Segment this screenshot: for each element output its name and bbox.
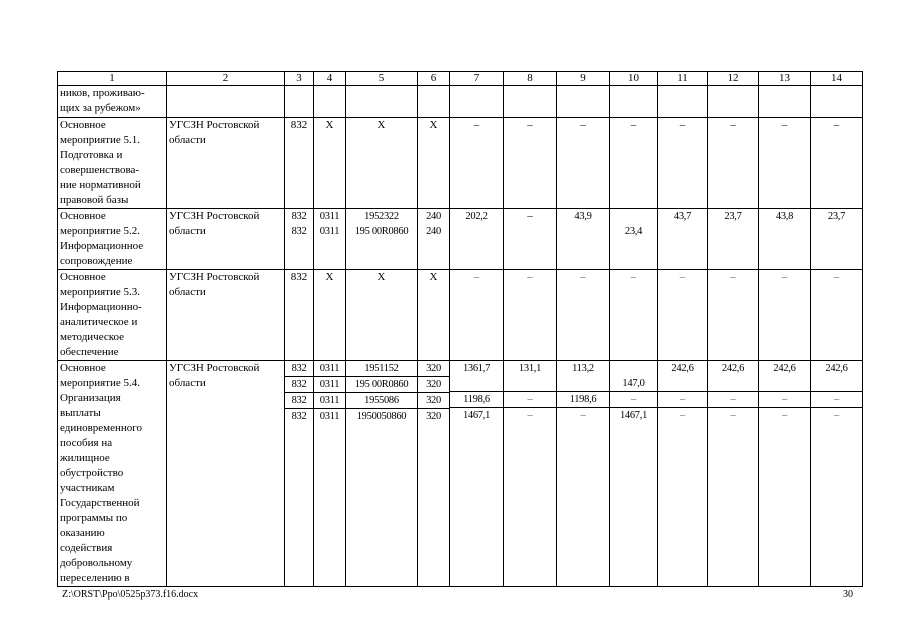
value-cell: – [557, 407, 609, 423]
csr-cell: 1952322 [364, 211, 399, 222]
value-cell: – [610, 391, 657, 407]
value-cell: – [504, 118, 557, 209]
table-row [58, 86, 863, 118]
value-cell: – [708, 118, 759, 209]
value-cell: 242,6 [671, 363, 694, 374]
csr-cell: 1955086 [346, 392, 417, 408]
value-cell: – [658, 270, 708, 361]
value-cell: – [504, 209, 557, 270]
value-cell: 1198,6 [557, 391, 609, 407]
grbs-cell: 832 [285, 392, 313, 408]
value-cell: 43,8 [759, 209, 811, 270]
col-num-1: 1 [58, 72, 167, 86]
vr-cell: 240 [426, 211, 441, 222]
col-num-2: 2 [167, 72, 285, 86]
grbs-cell: 832 [285, 118, 314, 209]
value-cell: 202,2 [450, 209, 504, 270]
col-num-6: 6 [418, 72, 450, 86]
table-row [58, 270, 863, 361]
value-cell: – [610, 270, 658, 361]
value-cell: 43,9 [557, 209, 610, 270]
measure-name: Основное мероприятие 5.2. Информационное сопровождение [58, 209, 167, 270]
measure-name: ников, проживаю- щих за рубежом» [58, 86, 167, 118]
csr-cell: 195 00R0860 [354, 226, 409, 237]
col-num-4: 4 [314, 72, 346, 86]
vr-cell: 320 [418, 392, 449, 408]
value-cell: – [658, 118, 708, 209]
grbs-cell: 832 [291, 226, 307, 237]
rzpr-cell: Х [314, 118, 346, 209]
value-cell: 113,2 [572, 363, 594, 374]
value-cell: 242,6 [721, 363, 745, 374]
value-cell: 23,7 [708, 209, 759, 270]
col-num-10: 10 [610, 72, 658, 86]
executor: УГСЗН Ростовской области [167, 270, 285, 361]
value-cell: – [811, 270, 863, 361]
col-num-14: 14 [811, 72, 863, 86]
col-num-5: 5 [346, 72, 418, 86]
rzpr-cell: 0311 [314, 408, 345, 424]
csr-cell: 195 00R0860 [346, 376, 417, 392]
grbs-cell: 832 [291, 363, 307, 374]
value-cell: – [557, 118, 610, 209]
value-cell: 242,6 [773, 363, 796, 374]
rzpr-cell: 0311 [319, 226, 340, 237]
col-num-8: 8 [504, 72, 557, 86]
executor: УГСЗН Ростовской области [167, 361, 285, 587]
page-number: 30 [843, 589, 853, 600]
value-cell: – [658, 407, 707, 423]
budget-table [57, 71, 863, 587]
value-cell: – [708, 391, 758, 407]
vr-cell: 240 [426, 226, 441, 237]
value-cell: – [708, 407, 758, 423]
csr-cell: Х [346, 270, 418, 361]
executor: УГСЗН Ростовской области [167, 118, 285, 209]
value-cell: – [504, 270, 557, 361]
col-num-13: 13 [759, 72, 811, 86]
measure-name: Основное мероприятие 5.1. Подготовка и совершенствова- ние нормативной правовой базы [58, 118, 167, 209]
value-cell: 23,7 [811, 209, 863, 270]
grbs-cell: 832 [285, 376, 313, 392]
vr-cell: 320 [418, 408, 449, 424]
value-cell: 131,1 [518, 363, 542, 374]
value-cell: – [610, 118, 658, 209]
csr-cell: 1950050860 [346, 408, 417, 424]
value-cell: 1467,1 [450, 407, 503, 423]
grbs-cell: 832 [285, 270, 314, 361]
value-cell: 1198,6 [450, 391, 503, 407]
value-cell: – [811, 391, 862, 407]
vr-cell: Х [418, 118, 450, 209]
table-row [58, 209, 863, 270]
value-cell: – [811, 118, 863, 209]
csr-cell: Х [346, 118, 418, 209]
vr-cell: 320 [418, 376, 449, 392]
col-num-11: 11 [658, 72, 708, 86]
vr-cell: 320 [426, 363, 441, 374]
col-num-7: 7 [450, 72, 504, 86]
value-cell: – [759, 118, 811, 209]
csr-cell: 1951152 [364, 363, 399, 374]
measure-name: Основное мероприятие 5.4. Организация выплаты единовременного пособия на жилищное обустройство участникам Государственной программы по оказанию содействия добровольному переселению в [58, 361, 167, 587]
rzpr-cell: 0311 [319, 211, 340, 222]
value-cell: 23,4 [624, 226, 643, 237]
executor: УГСЗН Ростовской области [167, 209, 285, 270]
value-cell: – [759, 391, 810, 407]
value-cell: 242,6 [825, 363, 848, 374]
rzpr-cell: 0311 [319, 363, 340, 374]
table-row [58, 361, 863, 587]
value-cell: 43,7 [658, 209, 708, 270]
grbs-cell: 832 [285, 408, 313, 424]
value-cell: – [504, 407, 556, 423]
grbs-cell: 832 [291, 211, 307, 222]
col-num-9: 9 [557, 72, 610, 86]
rzpr-cell: Х [314, 270, 346, 361]
value-cell: – [450, 118, 504, 209]
value-cell: – [759, 407, 810, 423]
column-number-row [58, 72, 863, 86]
value-cell: 147,0 [622, 378, 645, 389]
vr-cell: Х [418, 270, 450, 361]
value-cell: 1467,1 [610, 407, 657, 423]
value-cell: – [450, 270, 504, 361]
value-cell: – [811, 407, 862, 423]
table-row [58, 118, 863, 209]
document-page [57, 71, 862, 587]
col-num-3: 3 [285, 72, 314, 86]
rzpr-cell: 0311 [314, 392, 345, 408]
value-cell: – [759, 270, 811, 361]
value-cell: – [504, 391, 556, 407]
file-path-footer: Z:\ORST\Ppo\0525p373.f16.docx [62, 589, 199, 600]
value-cell: – [708, 270, 759, 361]
value-cell: 1361,7 [462, 363, 491, 374]
measure-name: Основное мероприятие 5.3. Информационно- аналитическое и методическое обеспечение [58, 270, 167, 361]
value-cell: – [557, 270, 610, 361]
col-num-12: 12 [708, 72, 759, 86]
rzpr-cell: 0311 [314, 376, 345, 392]
value-cell: – [658, 391, 707, 407]
